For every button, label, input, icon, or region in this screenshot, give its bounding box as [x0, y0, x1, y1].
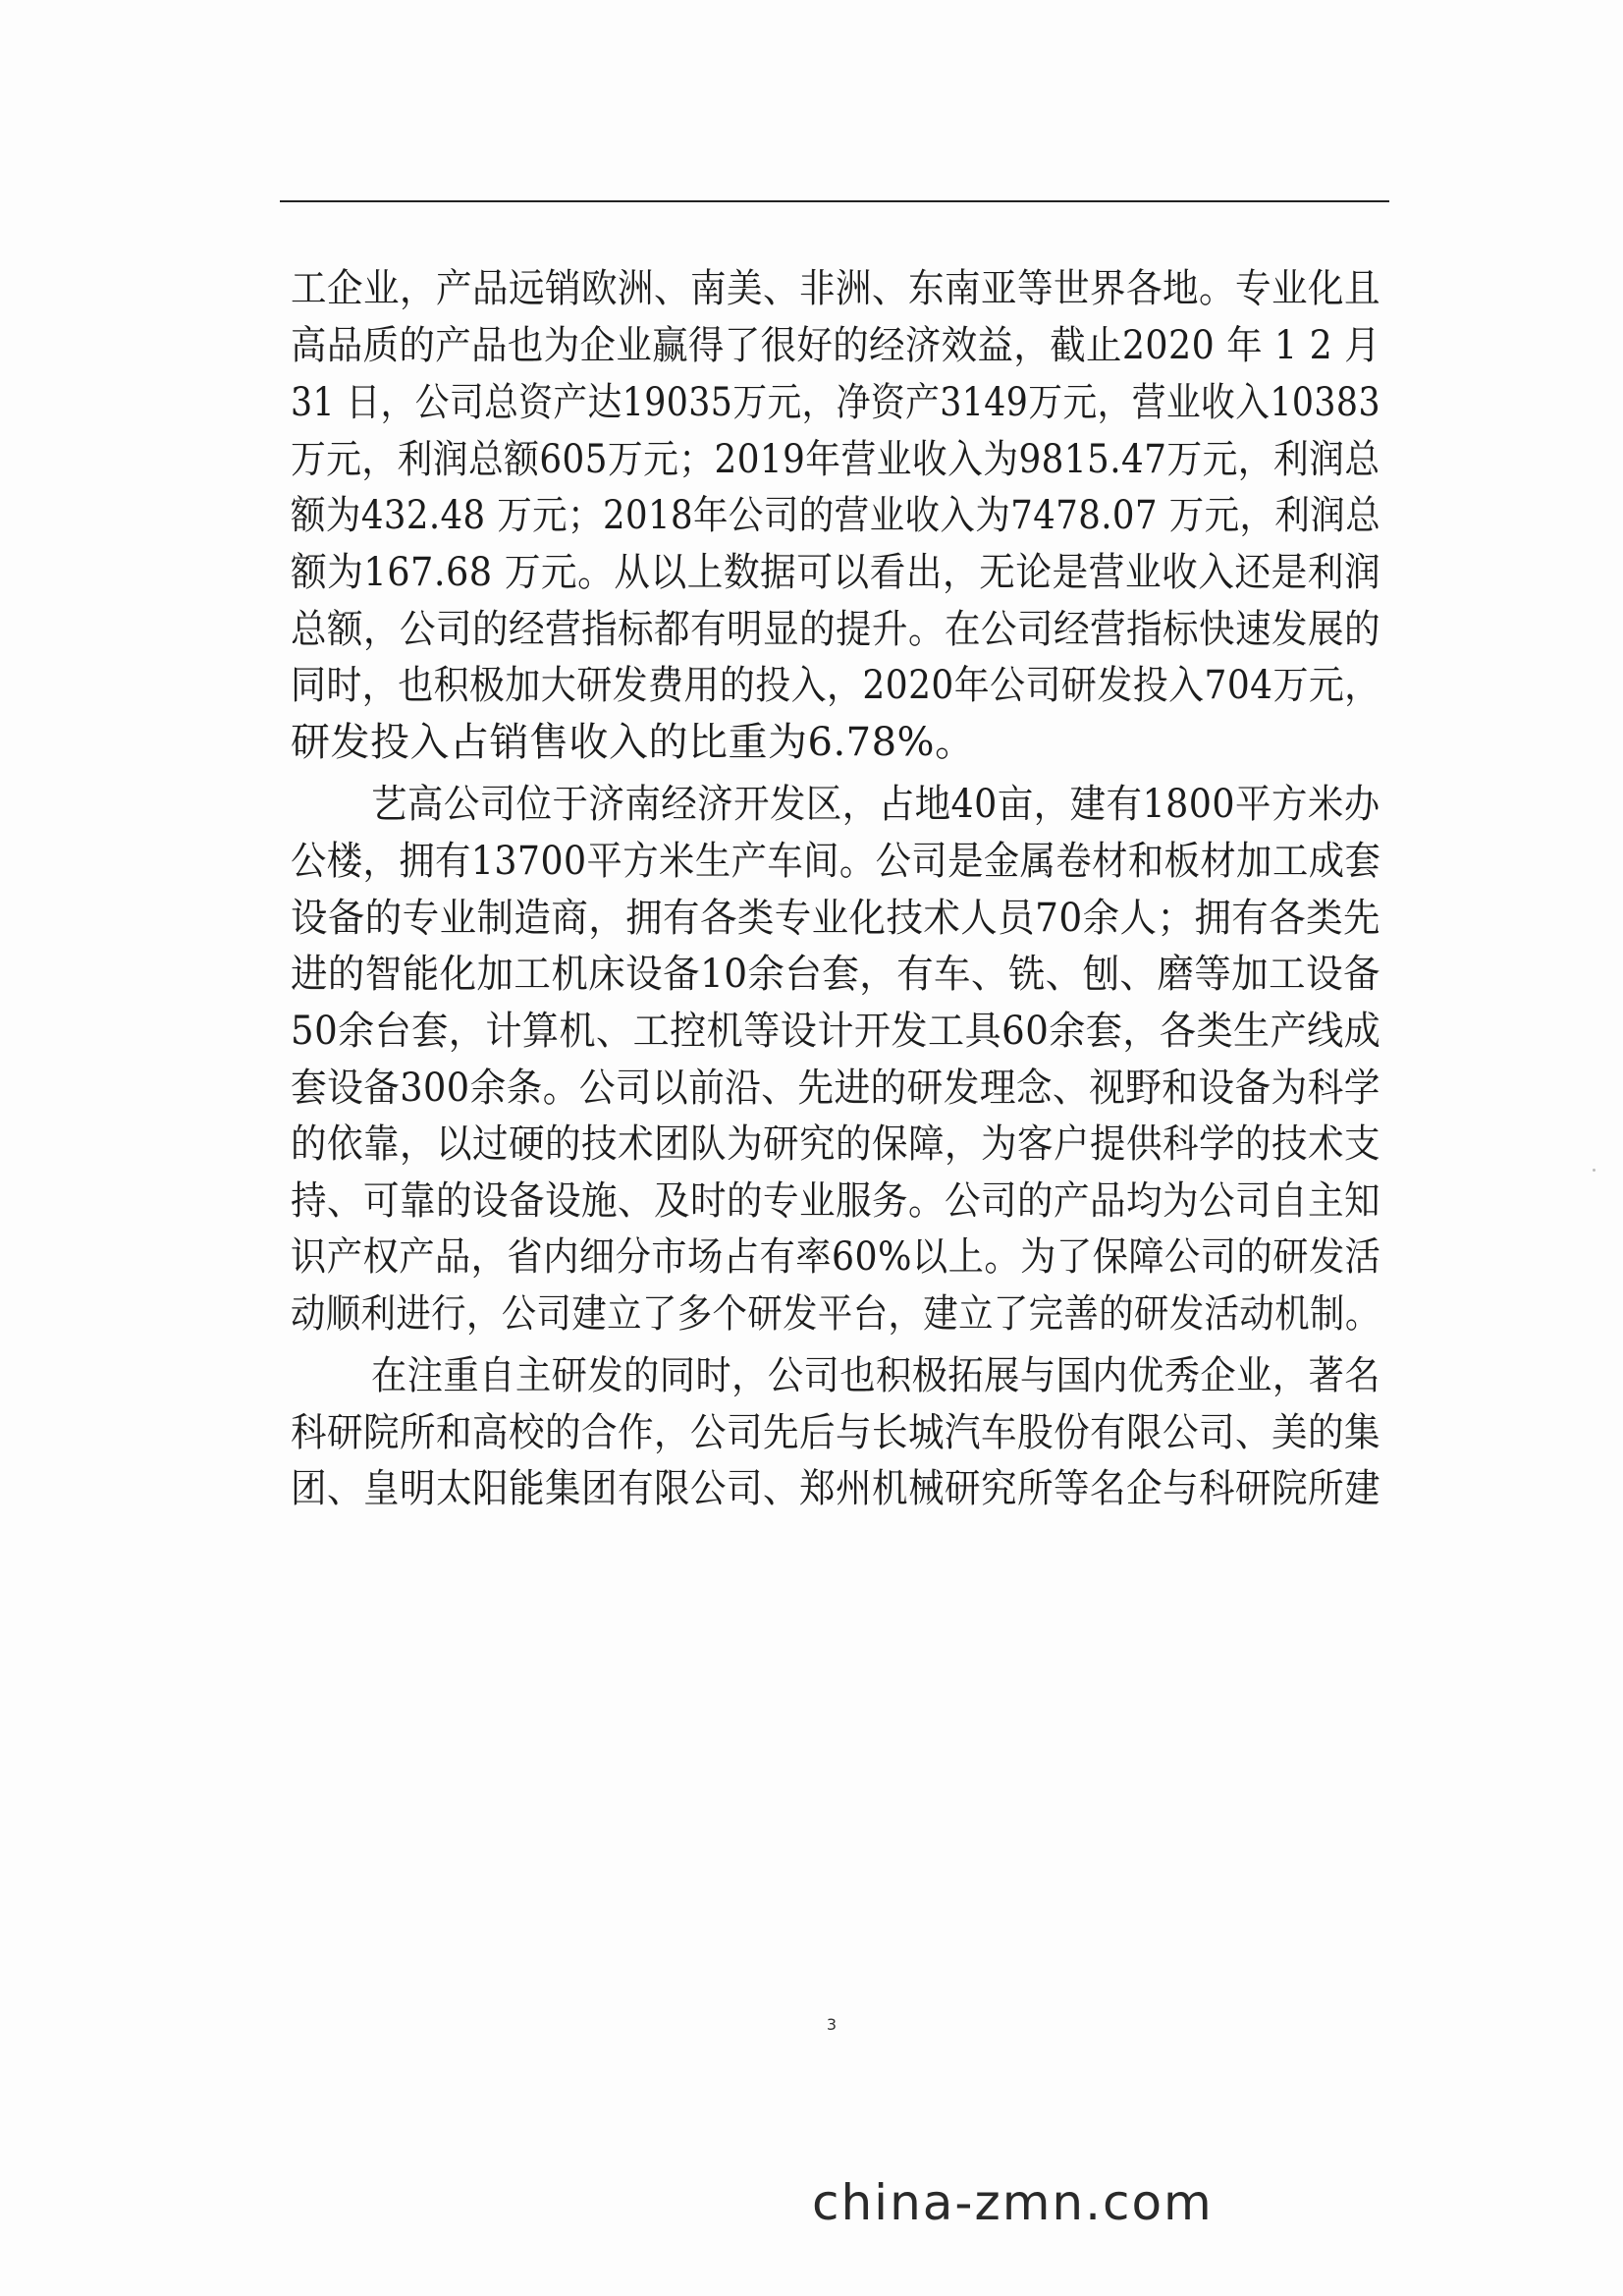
text-line: 工企业，产品远销欧洲、南美、非洲、东南亚等世界各地。专业化且 [291, 266, 1381, 311]
text-line: 持、可靠的设备设施、及时的专业服务。公司的产品均为公司自主知 [291, 1178, 1381, 1224]
text-line: 套设备300余条。公司以前沿、先进的研发理念、视野和设备为科学 [291, 1066, 1380, 1111]
text-line: 同时，也积极加大研发费用的投入，2020年公司研发投入704万元， [291, 663, 1380, 708]
text-line: 公楼，拥有13700平方米生产车间。公司是金属卷材和板材加工成套 [291, 839, 1381, 884]
text-line: 额为432.48 万元；2018年公司的营业收入为7478.07 万元，利润总 [291, 493, 1381, 538]
text-line: 动顺利进行，公司建立了多个研发平台，建立了完善的研发活动机制。 [291, 1291, 1380, 1337]
text-line: 团、皇明太阳能集团有限公司、郑州机械研究所等名企与科研院所建 [291, 1466, 1381, 1511]
header-rule [280, 200, 1389, 202]
text-line: 设备的专业制造商，拥有各类专业化技术人员70余人；拥有各类先 [291, 896, 1380, 941]
watermark: china-zmn.com [812, 2174, 1214, 2231]
scan-speck [1593, 1169, 1596, 1172]
text-line: 31 日，公司总资产达19035万元，净资产3149万元，营业收入10383 [291, 380, 1380, 425]
text-line: 总额，公司的经营指标都有明显的提升。在公司经营指标快速发展的 [291, 607, 1381, 652]
text-line: 科研院所和高校的合作，公司先后与长城汽车股份有限公司、美的集 [291, 1410, 1381, 1455]
text-line: 研发投入占销售收入的比重为6.78%。 [291, 720, 975, 765]
text-line: 识产权产品，省内细分市场占有率60%以上。为了保障公司的研发活 [291, 1234, 1381, 1280]
paragraph-first-line: 艺高公司位于济南经济开发区，占地40亩，建有1800平方米办 [371, 782, 1380, 827]
text-line: 进的智能化加工机床设备10余台套，有车、铣、刨、磨等加工设备 [291, 952, 1380, 997]
text-line: 50余台套，计算机、工控机等设计开发工具60余套，各类生产线成 [291, 1009, 1381, 1054]
text-line: 额为167.68 万元。从以上数据可以看出，无论是营业收入还是利润 [291, 550, 1381, 595]
text-line: 高品质的产品也为企业赢得了很好的经济效益，截止2020 年 1 2 月 [291, 323, 1381, 368]
page-number: 3 [826, 2015, 838, 2034]
text-line: 的依靠，以过硬的技术团队为研究的保障，为客户提供科学的技术支 [291, 1121, 1381, 1167]
paragraph-first-line: 在注重自主研发的同时，公司也积极拓展与国内优秀企业，著名 [371, 1353, 1380, 1398]
text-line: 万元，利润总额605万元；2019年营业收入为9815.47万元，利润总 [291, 437, 1380, 482]
